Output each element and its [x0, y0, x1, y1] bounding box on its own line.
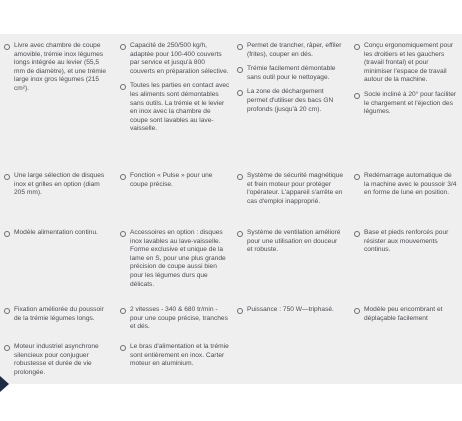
feature-cell	[237, 42, 344, 114]
feature-text: Système de sécurité magnétique et frein moteur pour protéger l'opérateur. L'appareil s'arrête en cas d'emploi inapproprié.	[247, 172, 344, 205]
bullet-circle-icon	[354, 308, 360, 314]
bottom-margin	[0, 384, 462, 421]
bullet-circle-icon	[4, 345, 10, 351]
feature-cell	[120, 172, 230, 189]
feature-text: Trémie facilement démontable sans outil pour le nettoyage.	[247, 65, 336, 81]
feature-item	[237, 306, 344, 315]
feature-text: Moteur industriel asynchrone silencieux pour conjuguer robustesse et durée de vie prolongée.	[14, 343, 99, 376]
feature-text: Modèle alimentation continu.	[14, 229, 98, 236]
feature-item	[237, 172, 344, 206]
feature-cell	[120, 343, 230, 369]
feature-cell	[354, 172, 458, 198]
bullet-circle-icon	[237, 308, 243, 314]
bullet-circle-icon	[354, 231, 360, 237]
feature-item	[120, 343, 230, 369]
feature-item	[4, 172, 110, 198]
bullet-circle-icon	[120, 84, 126, 90]
feature-item	[120, 172, 230, 189]
feature-text: Socle incliné à 20° pour faciliter le chargement et l'éjection des légumes.	[364, 90, 457, 116]
feature-text: 2 vitesses - 340 & 680 tr/min - pour une coupe précise, tranches et dés.	[130, 306, 228, 331]
feature-item	[120, 229, 230, 289]
feature-item	[4, 229, 110, 238]
feature-text: Permet de trancher, râper, effiler (frites), couper en dés.	[247, 42, 342, 58]
feature-item	[120, 306, 230, 332]
bullet-circle-icon	[237, 44, 243, 50]
bullet-circle-icon	[354, 93, 360, 99]
bullet-circle-icon	[120, 345, 126, 351]
feature-item	[120, 82, 230, 134]
feature-cell	[4, 42, 110, 94]
feature-item	[354, 42, 458, 85]
feature-cell	[354, 42, 458, 117]
feature-item	[354, 306, 458, 323]
feature-text: Système de ventilation amélioré pour une utilisation en douceur et robuste.	[247, 229, 341, 254]
bullet-circle-icon	[354, 44, 360, 50]
feature-text: Accessoires en option : disques inox lavables au lave-vaisselle. Forme exclusive et unique de la lame en S, pour une plus grande précision de coupe aussi bien pour les légumes durs que délicats.	[130, 229, 226, 288]
bullet-circle-icon	[354, 174, 360, 180]
bullet-circle-icon	[120, 308, 126, 314]
feature-item	[4, 306, 110, 323]
feature-text: Toutes les parties en contact avec les aliments sont démontables sans outils. La trémie et le levier en inox avec la chambre de coupe sont lavables au lave-vaisselle.	[130, 82, 230, 133]
feature-text: Fonction « Pulse » pour une coupe précise.	[130, 172, 213, 188]
feature-cell	[4, 172, 110, 198]
page-corner-marker	[0, 376, 9, 392]
feature-cell	[4, 229, 110, 238]
feature-cell	[120, 42, 230, 134]
feature-item	[4, 343, 110, 377]
bullet-circle-icon	[4, 174, 10, 180]
feature-text: Modèle peu encombrant et déplaçable facilement	[364, 306, 443, 322]
bullet-circle-icon	[237, 231, 243, 237]
feature-cell	[4, 343, 110, 377]
bullet-circle-icon	[237, 174, 243, 180]
feature-text: Fixation améliorée du poussoir de la trémie légumes longs.	[14, 306, 104, 322]
feature-text: La zone de déchargement permet d'utiliser des bacs GN profonds (jusqu'à 20 cm).	[247, 88, 334, 113]
feature-cell	[120, 306, 230, 332]
feature-text: Base et pieds renforcés pour résister aux mouvements continus.	[364, 229, 449, 254]
feature-item	[237, 42, 344, 59]
feature-text: Capacité de 250/500 kg/h, adaptée pour 100-400 couverts par service et jusqu'à 800 couverts en préparation sélective.	[130, 42, 229, 75]
feature-cell	[354, 229, 458, 255]
feature-text: Conçu ergonomiquement pour les droitiers et les gauchers (travail frontal) et pour minimiser l'espace de travail autour de la machine.	[364, 42, 454, 84]
feature-text: Puissance : 750 W—triphasé.	[247, 306, 334, 313]
feature-item	[120, 42, 230, 76]
bullet-circle-icon	[237, 67, 243, 73]
feature-cell	[120, 229, 230, 289]
feature-cell	[4, 306, 110, 323]
feature-item	[237, 65, 344, 82]
feature-cell	[237, 172, 344, 206]
bullet-circle-icon	[120, 231, 126, 237]
bullet-circle-icon	[4, 44, 10, 50]
bullet-circle-icon	[120, 44, 126, 50]
bullet-circle-icon	[120, 174, 126, 180]
feature-text: Redémarrage automatique de la machine avec le poussoir 3/4 en forme de lune en position.	[364, 172, 457, 197]
feature-item	[237, 88, 344, 114]
bullet-circle-icon	[4, 308, 10, 314]
feature-item	[354, 91, 458, 117]
feature-item	[354, 229, 458, 255]
feature-item	[354, 172, 458, 198]
top-margin	[0, 0, 462, 34]
feature-item	[4, 42, 110, 94]
feature-cell	[237, 229, 344, 255]
feature-text: Une large sélection de disques inox et grilles en option (diam 205 mm).	[14, 172, 105, 197]
bullet-circle-icon	[4, 231, 10, 237]
feature-cell	[237, 306, 344, 315]
bullet-circle-icon	[237, 90, 243, 96]
feature-item	[237, 229, 344, 255]
feature-cell	[354, 306, 458, 323]
feature-text: Livre avec chambre de coupe amovible, trémie inox légumes longs intégrée au levier (55,5 mm de diamètre), et une trémie large inox gros légumes (215 cm²).	[14, 42, 106, 92]
feature-text: Le bras d'alimentation et la trémie sont entièrement en inox. Carter moteur en aluminium.	[130, 343, 229, 368]
